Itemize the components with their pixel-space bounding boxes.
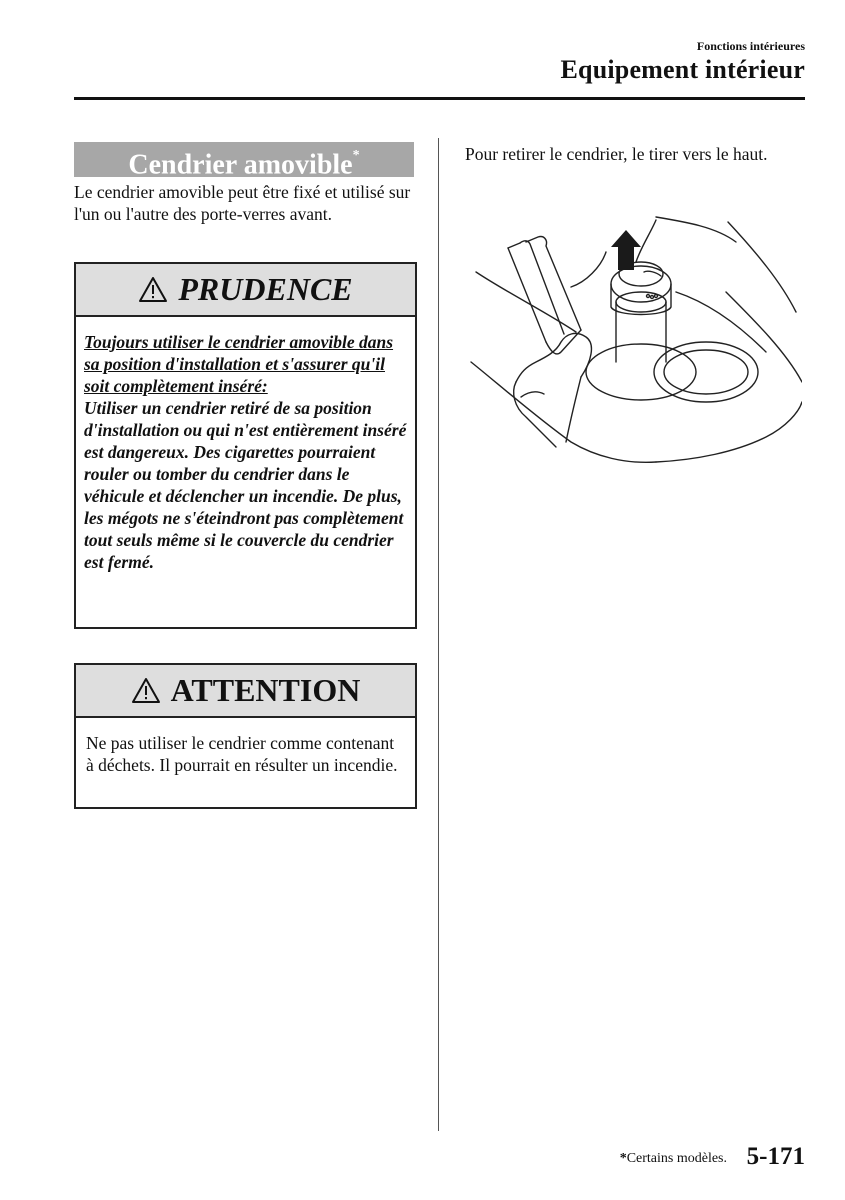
ashtray-removal-illustration [466, 212, 802, 467]
header-rule [74, 97, 805, 100]
intro-paragraph: Le cendrier amovible peut être fixé et utilisé sur l'un ou l'autre des porte-verres avant. [74, 182, 411, 224]
section-heading-mark: * [352, 148, 360, 163]
warning-triangle-icon [131, 677, 161, 704]
attention-label: ATTENTION [170, 672, 361, 708]
footnote-asterisk: * [619, 1151, 627, 1166]
footnote-text: Certains modèles. [626, 1151, 727, 1166]
column-divider [438, 138, 439, 1131]
prudence-header [76, 264, 415, 317]
prudence-label: PRUDENCE [178, 271, 353, 307]
header-section-label: Fonctions intérieures [696, 39, 805, 53]
footnote [620, 1151, 727, 1167]
prudence-text: Utiliser un cendrier retiré de sa position d'installation ou qui n'est entièrement inséré est dangereux. Des cigarettes pourraient rouler ou tomber du cendrier dans le véhicule et déclencher un incendie. De plus, les mégots ne s'éteindront pas complètement tout seuls même si le couvercle du cendrier est fermé. [84, 398, 407, 572]
attention-box [74, 663, 417, 809]
section-heading [74, 142, 414, 181]
page-title: Equipement intérieur [560, 55, 805, 84]
page-number: 5-171 [746, 1143, 805, 1170]
attention-text: Ne pas utiliser le cendrier comme contenant à déchets. Il pourrait en résulter un incendie. [86, 733, 398, 775]
attention-header [76, 665, 415, 718]
arrow-up-icon [611, 230, 641, 270]
removal-instruction: Pour retirer le cendrier, le tirer vers le haut. [465, 144, 768, 164]
section-heading-text: Cendrier amovible [128, 149, 353, 181]
prudence-box [74, 262, 417, 629]
prudence-body [76, 317, 415, 573]
warning-triangle-icon [138, 276, 168, 303]
prudence-underlined-text: Toujours utiliser le cendrier amovible dans sa position d'installation et s'assurer qu'il soit complètement inséré: [84, 332, 394, 396]
